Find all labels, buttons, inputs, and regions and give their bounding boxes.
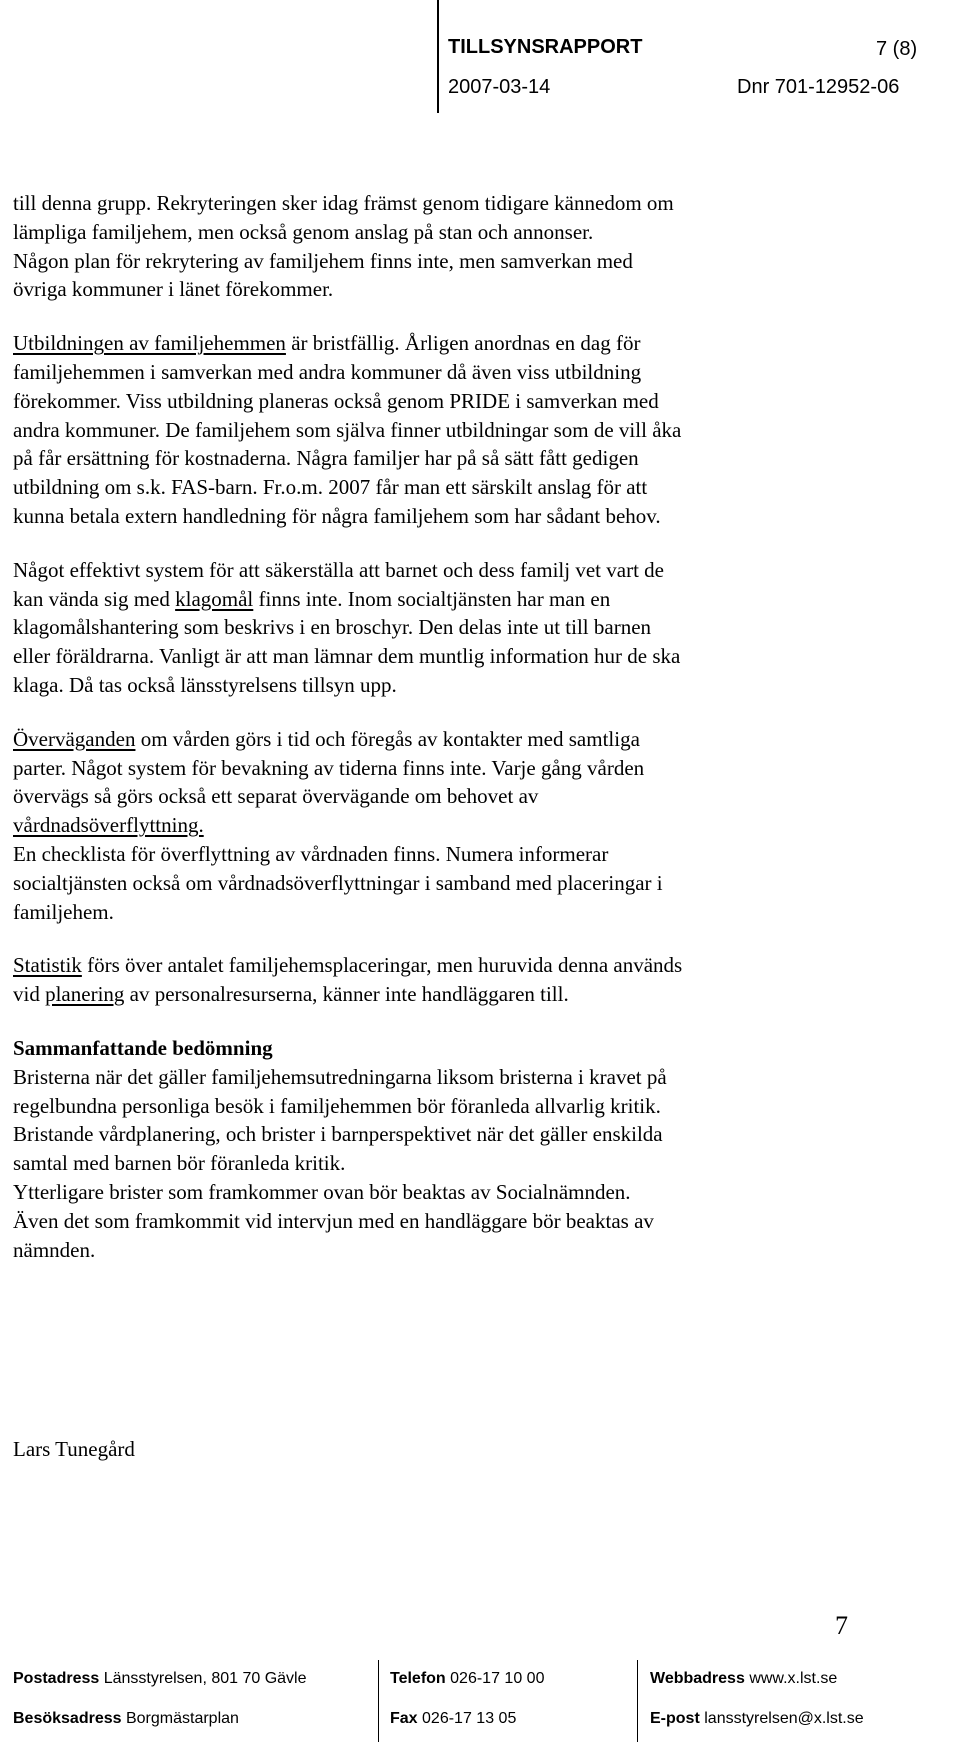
footer-value: www.x.lst.se — [749, 1670, 838, 1687]
text-segment: Ytterligare brister som framkommer ovan bör beaktas av Socialnämnden. — [13, 1179, 631, 1204]
footer-label: E-post — [650, 1710, 700, 1727]
text-segment: regelbundna personliga besök i familjehemmen bör föranleda allvarlig kritik. — [13, 1093, 661, 1118]
footer-value: Länsstyrelsen, 801 70 Gävle — [103, 1670, 307, 1687]
text-segment: på får ersättning för kostnaderna. Några familjer har på så sätt fått gedigen — [13, 446, 639, 471]
paragraph — [13, 329, 948, 531]
text-segment: finns inte. Inom socialtjänsten har man en — [253, 586, 611, 611]
underlined-term: planering — [45, 982, 125, 1007]
text-line — [13, 275, 948, 304]
text-segment: familjehem. — [13, 899, 114, 924]
paragraph — [13, 556, 948, 700]
footer-divider — [637, 1660, 638, 1742]
text-segment: lämpliga familjehem, men också genom anslag på stan och annonser. — [13, 219, 594, 244]
text-line — [13, 387, 948, 416]
footer-webbadress — [650, 1670, 837, 1688]
text-segment: socialtjänsten också om vårdnadsöverflyttningar i samband med placeringar i — [13, 870, 663, 895]
diary-number: Dnr 701-12952-06 — [737, 76, 900, 98]
text-segment: om vården görs i tid och föregås av kontakter med samtliga — [135, 726, 640, 751]
report-date: 2007-03-14 — [448, 76, 551, 98]
text-line — [13, 1207, 948, 1236]
header-divider — [437, 0, 439, 113]
text-line — [13, 840, 948, 869]
text-line — [13, 782, 948, 811]
text-line — [13, 951, 948, 980]
footer-value: Borgmästarplan — [125, 1710, 239, 1727]
footer-label: Fax — [390, 1710, 418, 1727]
text-line — [13, 358, 948, 387]
text-segment: till denna grupp. Rekryteringen sker idag främst genom tidigare kännedom om — [13, 191, 674, 215]
text-line — [13, 1063, 948, 1092]
text-segment: Även det som framkommit vid intervjun med en handläggare bör beaktas av — [13, 1208, 654, 1233]
text-segment: Något effektivt system för att säkerställa att barnet och dess familj vet vart de — [13, 557, 664, 582]
text-segment: parter. Något system för bevakning av tiderna finns inte. Varje gång vården — [13, 755, 645, 780]
paragraph — [13, 725, 948, 927]
page-number: 7 — [835, 1611, 848, 1640]
text-line — [13, 1236, 948, 1265]
text-line — [13, 444, 948, 473]
underlined-term: Statistik — [13, 953, 82, 978]
text-segment: Bristerna när det gäller familjehemsutredningarna liksom bristerna i kravet på — [13, 1064, 667, 1089]
text-segment: eller föräldrarna. Vanligt är att man lämnar dem muntlig information hur de ska — [13, 644, 681, 669]
footer-epost — [650, 1710, 864, 1728]
report-title: TILLSYNSRAPPORT — [448, 36, 643, 58]
text-line — [13, 473, 948, 502]
signature: Lars Tunegård — [13, 1437, 135, 1461]
text-segment: Någon plan för rekrytering av familjehem finns inte, men samverkan med — [13, 248, 633, 273]
underlined-term: klagomål — [175, 586, 254, 611]
footer-besoksadress — [13, 1710, 239, 1728]
text-segment: vid — [13, 982, 46, 1007]
footer-label: Webbadress — [650, 1670, 745, 1687]
section-heading: Sammanfattande bedömning — [13, 1035, 273, 1060]
text-segment: utbildning om s.k. FAS-barn. Fr.o.m. 2007 får man ett särskilt anslag för att — [13, 475, 648, 500]
text-segment: förs över antalet familjehemsplaceringar, men huruvida denna används — [81, 953, 683, 978]
text-line — [13, 247, 948, 276]
text-line — [13, 869, 948, 898]
paragraph — [13, 951, 948, 1009]
text-line — [13, 189, 948, 218]
text-line — [13, 754, 948, 783]
text-line — [13, 329, 948, 358]
footer-label: Telefon — [390, 1670, 446, 1687]
text-segment: övervägs så görs också ett separat övervägande om behovet av — [13, 784, 539, 809]
text-segment: nämnden. — [13, 1237, 96, 1262]
footer-fax — [390, 1710, 516, 1728]
text-line — [13, 1178, 948, 1207]
text-line — [13, 218, 948, 247]
text-line — [13, 725, 948, 754]
text-line — [13, 585, 948, 614]
text-line — [13, 1149, 948, 1178]
paragraph — [13, 1034, 948, 1264]
underlined-term: vårdnadsöverflyttning. — [13, 813, 204, 838]
text-line — [13, 1092, 948, 1121]
paragraph — [13, 189, 948, 304]
text-line — [13, 416, 948, 445]
report-body — [13, 189, 948, 1289]
text-line — [13, 1120, 948, 1149]
text-segment: förekommer. Viss utbildning planeras också genom PRIDE i samverkan med — [13, 388, 659, 413]
footer-divider — [378, 1660, 379, 1742]
text-segment: är bristfällig. Årligen anordnas en dag för — [285, 331, 641, 356]
text-segment: Bristande vårdplanering, och brister i barnperspektivet när det gäller enskilda — [13, 1122, 663, 1147]
text-segment: kunna betala extern handledning för några familjehem som har sådant behov. — [13, 503, 661, 528]
text-line — [13, 642, 948, 671]
footer-value: lansstyrelsen@x.lst.se — [704, 1710, 864, 1727]
footer-value: 026-17 13 05 — [422, 1710, 517, 1727]
text-segment: familjehemmen i samverkan med andra kommuner då även viss utbildning — [13, 359, 642, 384]
text-segment: kan vända sig med — [13, 586, 176, 611]
text-line — [13, 898, 948, 927]
underlined-term: Överväganden — [13, 726, 136, 751]
footer-telefon — [390, 1670, 544, 1688]
text-segment: av personalresurserna, känner inte handläggaren till. — [124, 982, 569, 1007]
text-line — [13, 980, 948, 1009]
page-indicator: 7 (8) — [876, 38, 918, 60]
text-segment: samtal med barnen bör föranleda kritik. — [13, 1151, 346, 1176]
underlined-term: Utbildningen av familjehemmen — [13, 331, 286, 356]
footer-postadress — [13, 1670, 307, 1688]
text-segment: En checklista för överflyttning av vårdnaden finns. Numera informerar — [13, 841, 609, 866]
text-segment: klaga. Då tas också länsstyrelsens tillsyn upp. — [13, 672, 397, 697]
text-line — [13, 1034, 948, 1063]
footer-label: Postadress — [13, 1670, 100, 1687]
text-segment: andra kommuner. De familjehem som själva finner utbildningar som de vill åka — [13, 417, 682, 442]
footer-label: Besöksadress — [13, 1710, 122, 1727]
footer-value: 026-17 10 00 — [450, 1670, 545, 1687]
text-line — [13, 502, 948, 531]
text-segment: klagomålshantering som beskrivs i en broschyr. Den delas inte ut till barnen — [13, 615, 652, 640]
text-line — [13, 811, 948, 840]
text-line — [13, 613, 948, 642]
text-line — [13, 671, 948, 700]
text-line — [13, 556, 948, 585]
text-segment: övriga kommuner i länet förekommer. — [13, 277, 334, 302]
